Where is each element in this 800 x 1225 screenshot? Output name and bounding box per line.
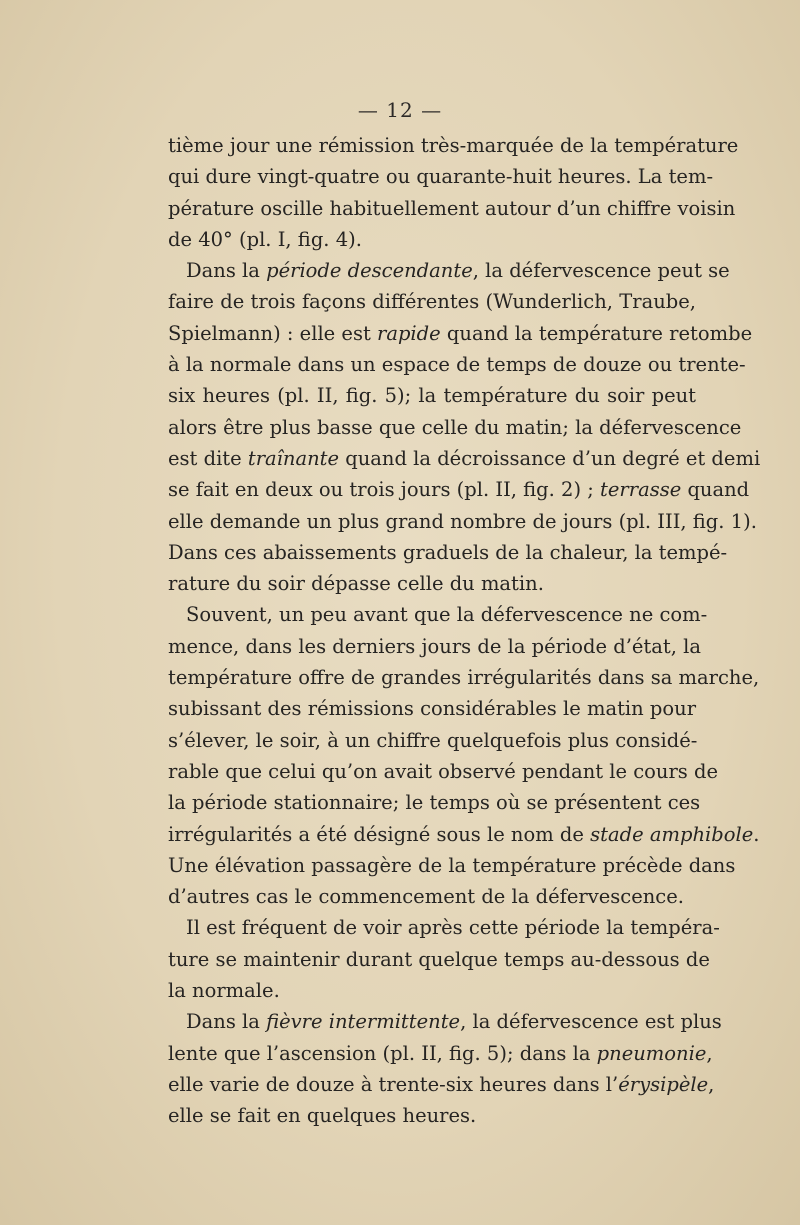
text-line — [168, 631, 701, 662]
text-segment: ture se maintenir durant quelque temps au-dessous de — [168, 947, 710, 971]
text-segment: est dite — [168, 446, 248, 470]
text-line — [168, 380, 696, 411]
text-segment: tième jour une rémission très-marquée de la température — [168, 134, 739, 157]
text-segment: la période stationnaire; le temps où se présentent ces — [168, 791, 701, 815]
text-segment: elle demande un plus grand nombre de jours (pl. III, fig. 1). — [168, 509, 757, 533]
text-line — [168, 1006, 722, 1037]
italic-term: période descendante — [266, 259, 473, 283]
text-segment: la normale. — [168, 979, 280, 1003]
text-segment: irrégularités a été désigné sous le nom de — [168, 822, 591, 846]
text-line — [168, 130, 739, 161]
text-line — [168, 1038, 713, 1069]
text-line — [168, 318, 753, 349]
text-line — [168, 912, 720, 943]
text-line — [168, 787, 701, 818]
text-segment: lente que l’ascension (pl. II, fig. 5); dans la — [168, 1041, 597, 1065]
text-segment: , — [706, 1041, 713, 1065]
text-segment: Dans la — [186, 259, 267, 283]
text-line — [168, 412, 742, 443]
text-segment: d’autres cas le commencement de la défervescence. — [168, 885, 684, 909]
text-segment: mence, dans les derniers jours de la période d’état, la — [168, 634, 701, 658]
text-segment: qui dure vingt-quatre ou quarante-huit heures. La tem- — [168, 165, 714, 189]
text-line — [168, 975, 696, 1006]
text-segment: s’élever, le soir, à un chiffre quelquefois plus considé- — [168, 728, 698, 752]
italic-term: érysipèle — [618, 1072, 709, 1096]
text-segment: rature du soir dépasse celle du matin. — [168, 572, 544, 596]
text-line — [168, 819, 760, 850]
text-line — [168, 506, 757, 537]
text-segment: . — [753, 822, 760, 846]
text-line — [168, 693, 696, 724]
body-text — [168, 130, 761, 1132]
text-segment: quand la température retombe — [440, 321, 753, 345]
text-line — [168, 599, 708, 630]
text-segment: six heures (pl. II, fig. 5); la température du soir peut — [168, 384, 696, 408]
text-line — [168, 725, 696, 756]
text-segment: elle varie de douze à trente-six heures dans l’ — [168, 1072, 619, 1096]
text-line — [168, 474, 750, 505]
text-segment: Une élévation passagère de la température précède dans — [168, 853, 736, 877]
text-line — [168, 662, 760, 693]
text-line — [168, 568, 696, 599]
italic-term: terrasse — [600, 478, 682, 502]
text-line — [168, 443, 761, 474]
text-segment: se fait en deux ou trois jours (pl. II, fig. 2) ; — [168, 478, 601, 502]
text-line — [168, 756, 719, 787]
text-segment: quand — [681, 478, 750, 502]
text-segment: à la normale dans un espace de temps de douze ou trente- — [168, 353, 746, 377]
text-line — [168, 1069, 715, 1100]
text-line — [168, 255, 730, 286]
text-line — [168, 1100, 696, 1131]
text-line — [168, 286, 696, 317]
text-segment: de 40° (pl. I, fig. 4). — [168, 227, 362, 251]
text-segment: subissant des rémissions considérables le matin pour — [168, 697, 697, 721]
text-segment: , la défervescence est plus — [460, 1010, 722, 1034]
text-segment: alors être plus basse que celle du matin; la défervescence — [168, 415, 742, 439]
text-segment: Spielmann) : elle est — [168, 321, 377, 345]
text-line — [168, 224, 696, 255]
text-segment: , — [708, 1072, 715, 1096]
text-segment: Il est fréquent de voir après cette période la tempéra- — [186, 916, 720, 940]
text-segment: Dans la — [186, 1010, 267, 1034]
text-line — [168, 881, 696, 912]
text-line — [168, 193, 736, 224]
text-segment: , la défervescence peut se — [472, 259, 730, 283]
italic-term: pneumonie — [596, 1041, 707, 1065]
text-segment: elle se fait en quelques heures. — [168, 1104, 477, 1128]
italic-term: stade amphibole — [590, 822, 754, 846]
text-line — [168, 161, 714, 192]
text-line — [168, 349, 746, 380]
text-segment: pérature oscille habituellement autour d’un chiffre voisin — [168, 196, 736, 220]
text-segment: Dans ces abaissements graduels de la chaleur, la tempé- — [168, 540, 728, 564]
text-segment: Souvent, un peu avant que la défervescence ne com- — [186, 603, 708, 627]
text-segment: faire de trois façons différentes (Wunderlich, Traube, — [168, 290, 696, 314]
text-segment: température offre de grandes irrégularités dans sa marche, — [168, 666, 760, 690]
text-segment: rable que celui qu’on avait observé pendant le cours de — [168, 759, 719, 783]
page-number: — 12 — — [357, 98, 443, 122]
italic-term: fièvre intermittente — [266, 1010, 461, 1034]
italic-term: traînante — [247, 446, 340, 470]
text-line — [168, 537, 728, 568]
italic-term: rapide — [377, 321, 441, 345]
text-line — [168, 850, 736, 881]
text-line — [168, 944, 710, 975]
text-segment: quand la décroissance d’un degré et demi — [339, 446, 761, 470]
